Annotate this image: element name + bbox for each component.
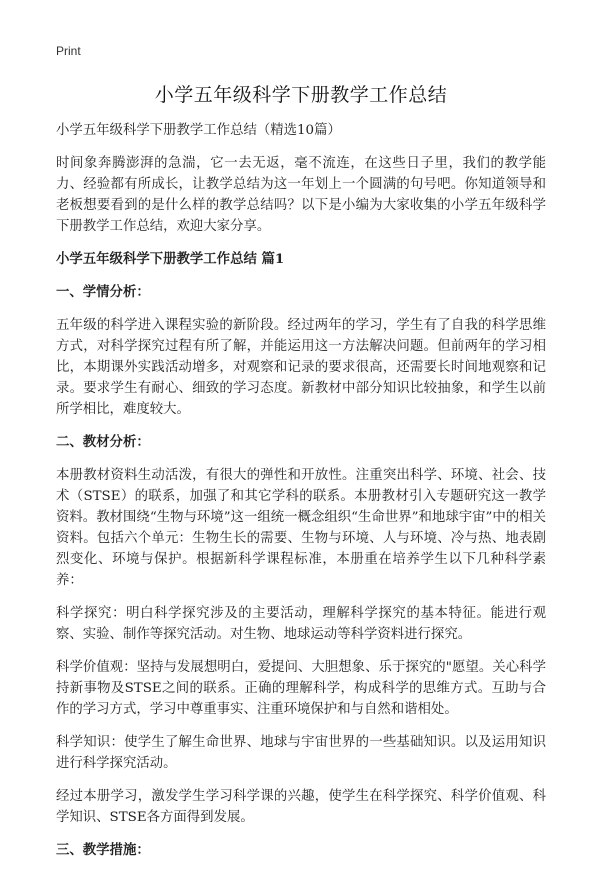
chapter-heading: 小学五年级科学下册教学工作总结 篇1 [56,251,285,267]
section-heading-textbook-analysis: 二、教材分析： [56,434,150,450]
section-heading-student-analysis: 一、学情分析： [56,284,150,300]
scientific-knowledge-paragraph: 科学知识：使学生了解生命世界、地球与宇宙世界的一些基础知识。以及运用知识进行科学探究活动。 [56,735,546,771]
document-subtitle: 小学五年级科学下册教学工作总结（精选10篇） [56,123,341,138]
textbook-analysis-paragraph: 本册教材资料生动活泼，有很大的弹性和开放性。注重突出科学、环境、社会、技术（STSE）的联系，加强了和其它学科的联系。本册教材引入专题研究这一教学资料。教材围绕“生物与环境”这一组统一概念组织“生命世界”和地球宇宙”中的相关资料。包括六个单元：生物生长的需要、生物与环境、人与环境、冷与热、地表剧烈变化、环境与保护。根据新科学课程标准，本册重在培养学生以下几种科学素养： [56,468,546,588]
scientific-inquiry-paragraph: 科学探究：明白科学探究涉及的主要活动，理解科学探究的基本特征。能进行观察、实验、制作等探究活动。对生物、地球运动等科学资料进行探究。 [56,606,546,642]
print-link[interactable]: Print [56,44,81,58]
scientific-values-paragraph: 科学价值观：坚持与发展想明白，爱提问、大胆想象、乐于探究的"愿望。关心科学持新事物及STSE之间的联系。正确的理解科学，构成科学的思维方式。互助与合作的学习方式，学习中尊重事实、注重环境保护和与自然和谐相处。 [56,660,546,717]
section-heading-teaching-measures: 三、教学措施： [56,842,150,858]
document-body [56,120,546,873]
document-title: 小学五年级科学下册教学工作总结 [154,84,448,106]
student-analysis-paragraph: 五年级的科学进入课程实验的新阶段。经过两年的学习，学生有了自我的科学思维方式，对科学探究过程有所了解，并能运用这一方法解决问题。但前两年的学习相比，本期课外实践活动增多，对观察和记录的要求很高，还需要长时间地观察和记录。要求学生有耐心、细致的学习态度。新教材中部分知识比较抽象，和学生以前所学相比，难度较大。 [56,318,546,417]
summary-paragraph: 经过本册学习，激发学生学习科学课的兴趣，使学生在科学探究、科学价值观、科学知识、STSE各方面得到发展。 [56,789,546,825]
intro-paragraph: 时间象奔腾澎湃的急湍，它一去无返，毫不流连，在这些日子里，我们的教学能力、经验都有所成长，让教学总结为这一年划上一个圆满的句号吧。你知道领导和老板想要看到的是什么样的教学总结吗？以下是小编为大家收集的小学五年级科学下册教学工作总结，欢迎大家分享。 [56,156,546,234]
